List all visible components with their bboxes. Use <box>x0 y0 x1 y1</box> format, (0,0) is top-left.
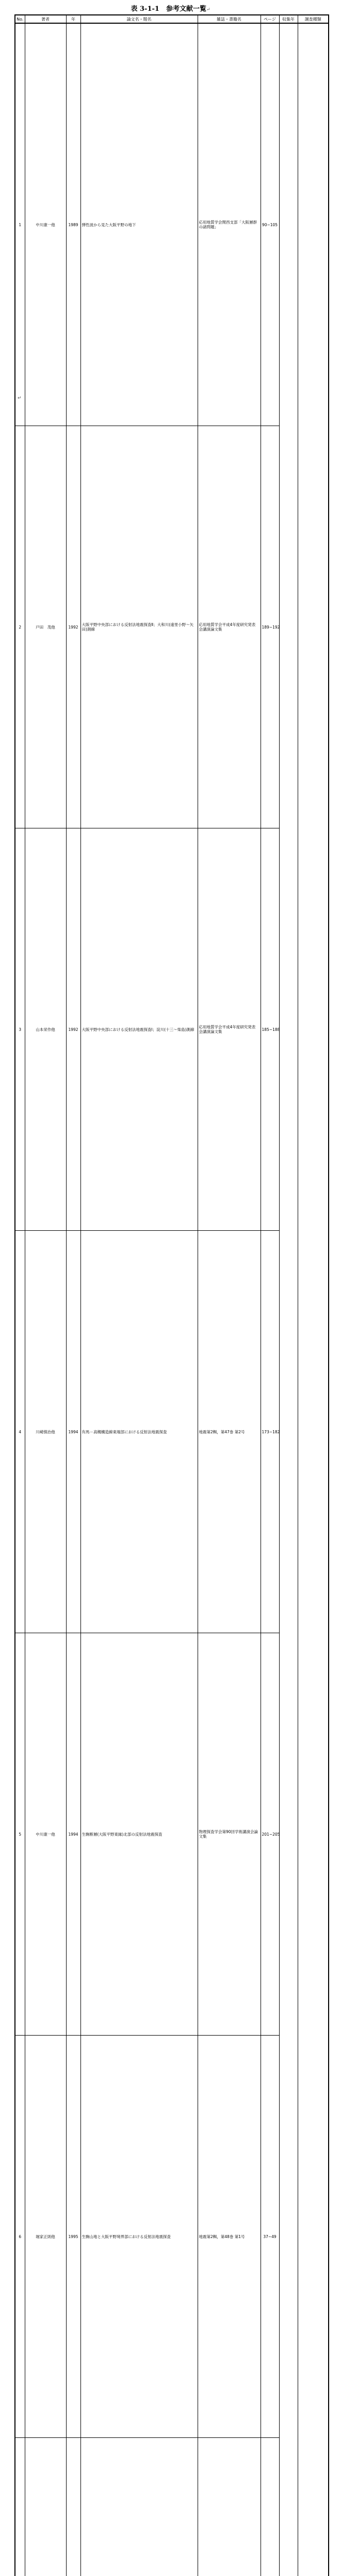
row-year: 1989 <box>66 23 80 426</box>
row-journal: 応用地質学会平成4年度研究発表会講演論文集 <box>198 828 261 1231</box>
row-page: 37~49 <box>261 2036 279 2438</box>
row-title: 生駒山地と大阪平野境界部における反射法地震探査 <box>80 2036 198 2438</box>
row-year: 1994 <box>66 1633 80 2036</box>
document-page <box>0 0 341 402</box>
row-no: 5 <box>15 1633 25 2036</box>
row-title <box>80 2438 198 2576</box>
row-journal: 応用地質学会平成4年度研究発表会講演論文集 <box>198 426 261 828</box>
row-title: 大阪平野中央部における反射法地震探査Ⅰ；淀川(十三～柴島)測線 <box>80 828 198 1231</box>
row-author <box>25 2438 66 2576</box>
row-journal: 地震第2輯，第47巻 第2号 <box>198 1231 261 1633</box>
table-title-text: 表 3-1-1 参考文献一覧 <box>131 5 206 13</box>
row-journal <box>198 2438 261 2576</box>
row-journal: 物理探査学会第90回学術講演会論文集 <box>198 1633 261 2036</box>
header-author: 著者 <box>25 15 66 23</box>
survey-type-cell <box>298 23 329 2576</box>
row-no: 6 <box>15 2036 25 2438</box>
row-page: 185~188 <box>261 828 279 1231</box>
paragraph-mark: ↵ <box>206 7 210 12</box>
row-page <box>261 2438 279 2576</box>
row-year: 1992 <box>66 426 80 828</box>
survey-year-cell <box>279 23 298 2576</box>
row-page: 90~105 <box>261 23 279 426</box>
end-paragraph-mark: ↵ <box>18 396 22 401</box>
row-author: 戸田 茂他 <box>25 426 66 828</box>
row-title: 大阪平野中央部における反射法地震探査Ⅱ；大和川(遠里小野～矢田)測線 <box>80 426 198 828</box>
header-row <box>15 15 329 23</box>
header-year: 年 <box>66 15 80 23</box>
header-survey-type: 調査種類 <box>298 15 329 23</box>
row-title: 弾性波から見た大阪平野の地下 <box>80 23 198 426</box>
row-no: 3 <box>15 828 25 1231</box>
header-page: ページ <box>261 15 279 23</box>
row-journal: 応用地質学会関西支部「大阪層群の諸問題」 <box>198 23 261 426</box>
row-no: 4 <box>15 1231 25 1633</box>
row-year <box>66 2438 80 2576</box>
header-title: 論文名・題名 <box>80 15 198 23</box>
row-no: 2 <box>15 426 25 828</box>
row-journal: 地震第2輯，第48巻 第1号 <box>198 2036 261 2438</box>
row-title: 有馬－高槻構造線東端部における反射法地震探査 <box>80 1231 198 1633</box>
row-page: 173~182 <box>261 1231 279 1633</box>
row-author: 堀家正則他 <box>25 2036 66 2438</box>
header-no: No. <box>15 15 25 23</box>
row-author: 山本栄作他 <box>25 828 66 1231</box>
row-year: 1994 <box>66 1231 80 1633</box>
reference-table <box>14 14 329 2576</box>
row-title: 生駒断層(大阪平野東縁)北部の反射法地震探査 <box>80 1633 198 2036</box>
row-no <box>15 2438 25 2576</box>
row-author: 中川康一他 <box>25 1633 66 2036</box>
row-year: 1992 <box>66 828 80 1231</box>
row-page: 189~192 <box>261 426 279 828</box>
table-title <box>0 3 341 13</box>
table-row <box>15 23 329 426</box>
row-year: 1995 <box>66 2036 80 2438</box>
row-no: 1 <box>15 23 25 426</box>
row-page: 201~205 <box>261 1633 279 2036</box>
header-journal: 雑誌・書籍名 <box>198 15 261 23</box>
row-author: 中川康一他 <box>25 23 66 426</box>
row-author: 川崎慎治他 <box>25 1231 66 1633</box>
header-survey-year: 収集年 <box>279 15 298 23</box>
